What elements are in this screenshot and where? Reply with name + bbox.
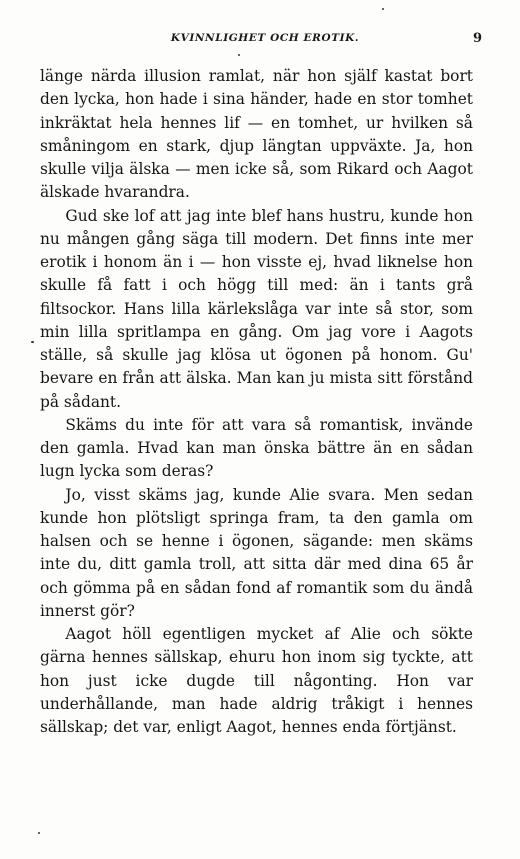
running-head	[40, 32, 490, 50]
paragraph-5: Aagot höll egentligen mycket af Alie och sökte gärna hennes sällskap, ehuru hon inom sig tyckte, att hon just icke dugde till någonting. Hon var underhållande, man hade aldrig tråkigt i hennes sällskap; det var, enligt Aagot, hennes enda förtjänst.	[40, 625, 473, 736]
paragraph-4: Jo, visst skäms jag, kunde Alie svara. Men sedan kunde hon plötsligt springa fram, ta den gamla om halsen och se henne i ögonen, sägande: men skäms inte du, ditt gamla troll, att sitta där med dina 65 år och gömma på en sådan fond af romantik som du ändå innerst gör?	[40, 485, 473, 620]
print-speck	[38, 832, 40, 834]
print-speck	[382, 8, 384, 10]
paragraph-3: Skäms du inte för att vara så romantisk, invände den gamla. Hvad kan man önska bättre än en sådan lugn lycka som deras?	[40, 415, 473, 481]
print-speck	[238, 54, 240, 56]
body-text	[40, 65, 473, 739]
paragraph-1: länge närda illusion ramlat, när hon själf kastat bort den lycka, hon hade i sina händer, hade en stor tomhet inkräktat hela hennes lif — en tomhet, ur hvilken så småningom en stark, djup längtan uppväxte. Ja, hon skulle vilja älska — men icke så, som Rikard och Aagot älskade hvarandra.	[40, 67, 473, 202]
paragraph-2: Gud ske lof att jag inte blef hans hustru, kunde hon nu mången gång säga till modern. Det finns inte mer erotik i honom än i — hon visste ej, hvad liknelse hon skulle få fatt i och högg till med: än i tants grå filtsockor. Hans lilla kärlekslåga var inte så stor, som min lilla spritlampa en gång. Om jag vore i Aagots ställe, så skulle jag klösa ut ögonen på honom. Gu' bevare en från att älska. Man kan ju mista sitt förstånd på sådant.	[40, 206, 473, 411]
page-number: 9	[472, 31, 482, 46]
running-title: KVINNLIGHET OCH EROTIK.	[170, 32, 360, 44]
print-speck	[31, 341, 34, 343]
